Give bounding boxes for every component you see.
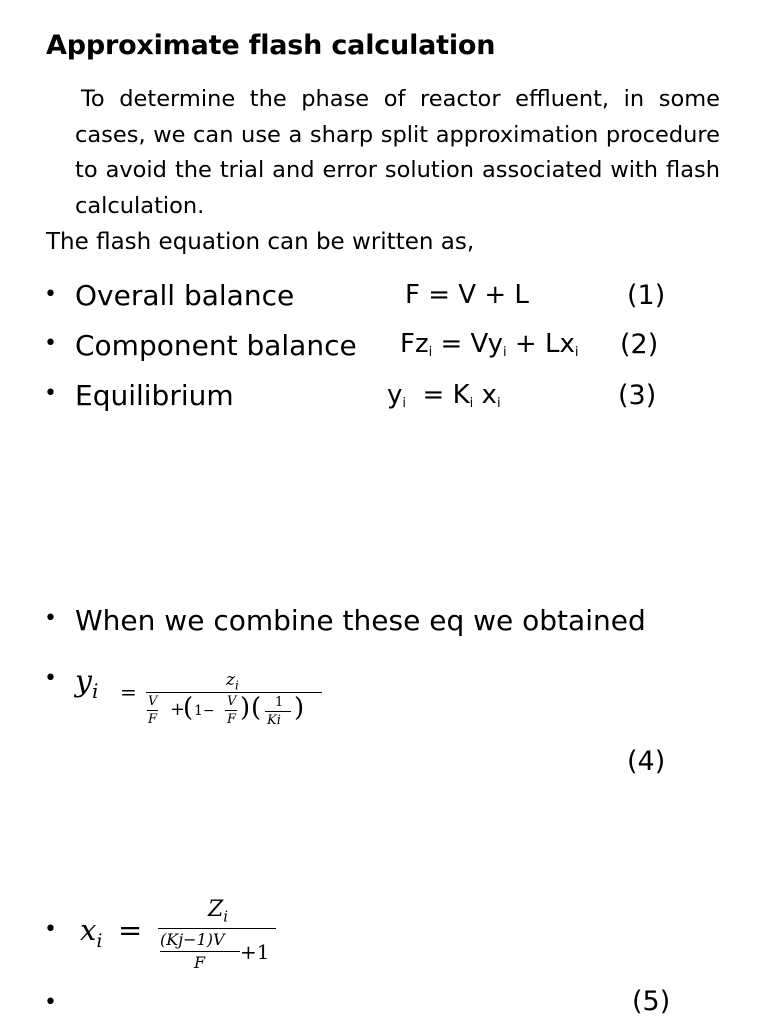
eq4-den-one2: 1 bbox=[275, 695, 284, 710]
equation-2: $Fz_i = Vy_i + Lx_i$ bbox=[400, 329, 579, 360]
eq5-fraction-bar bbox=[158, 928, 276, 929]
eq5-den-top: (Kj−1)V bbox=[160, 930, 225, 949]
eq4-den-vf-bar bbox=[147, 710, 158, 711]
eq4-lhs: $y_i$ bbox=[75, 664, 99, 703]
eq4-den-vf2-bar bbox=[225, 710, 237, 711]
eq5-plus-one: +1 bbox=[240, 940, 270, 964]
eq4-den-plus: + bbox=[170, 699, 186, 720]
eq5-equals: = bbox=[118, 913, 143, 947]
equation-number-2: (2) bbox=[620, 329, 659, 360]
bullet-label: Component balance bbox=[75, 329, 357, 362]
eq4-den-F: F bbox=[148, 712, 158, 727]
eq4-paren-open: ( bbox=[183, 693, 194, 723]
bullet-marker: • bbox=[44, 381, 57, 406]
eq5-den-bottom: F bbox=[194, 953, 206, 972]
equation-number-1: (1) bbox=[627, 280, 666, 311]
eq4-den-F2: F bbox=[227, 712, 237, 727]
eq4-den-V: V bbox=[148, 694, 158, 709]
equation-1: F = V + L bbox=[405, 280, 529, 310]
eq4-den-one: 1− bbox=[194, 703, 215, 719]
equation-3: $y_i = K_i$ $x_i$ bbox=[387, 380, 501, 411]
eq4-den-Ki: Ki bbox=[267, 713, 281, 728]
bullet-marker: • bbox=[44, 666, 57, 691]
intro-paragraph-text: To determine the phase of reactor effluent, in some cases, we can use a sharp split approximation procedure to avoid the trial and error solution associated with flash calculation. bbox=[75, 86, 720, 219]
bullet-marker: • bbox=[44, 606, 57, 631]
eq4-den-V2: V bbox=[227, 694, 237, 709]
eq4-paren-close: ) bbox=[240, 693, 251, 723]
bullet-marker: • bbox=[44, 990, 57, 1015]
bullet-marker: • bbox=[44, 282, 57, 307]
equation-number-4: (4) bbox=[627, 746, 666, 777]
eq4-paren-close2: ) bbox=[294, 693, 305, 723]
intro-paragraph bbox=[75, 82, 720, 224]
eq5-lhs: $x_i$ bbox=[80, 913, 103, 952]
equation-number-3: (3) bbox=[618, 380, 657, 411]
eq5-den-bar bbox=[160, 951, 240, 952]
bullet-label: Overall balance bbox=[75, 279, 295, 312]
eq5-numerator: $Z_i$ bbox=[208, 897, 229, 926]
slide-title: Approximate flash calculation bbox=[46, 30, 496, 61]
combine-text: When we combine these eq we obtained bbox=[75, 604, 646, 637]
eq4-equals: = bbox=[120, 680, 137, 704]
bullet-label: Equilibrium bbox=[75, 379, 234, 412]
eq4-den-ki-bar bbox=[265, 711, 291, 712]
equation-number-5: (5) bbox=[632, 986, 671, 1017]
bullet-marker: • bbox=[44, 917, 57, 942]
flash-equation-intro: The flash equation can be written as, bbox=[46, 229, 475, 255]
eq4-numerator: $z_i$ bbox=[226, 670, 239, 693]
bullet-marker: • bbox=[44, 331, 57, 356]
eq4-paren-open2: ( bbox=[251, 693, 262, 723]
